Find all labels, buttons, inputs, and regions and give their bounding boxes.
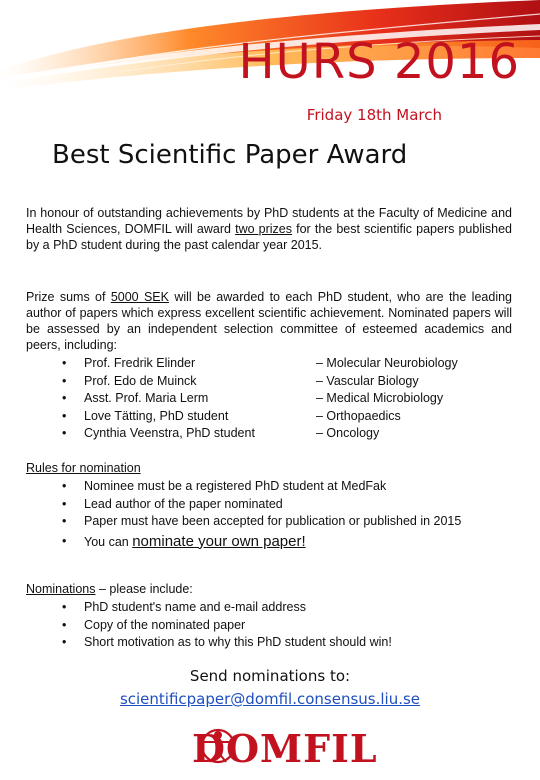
list-item: • Nominee must be a registered PhD student at MedFak [26, 478, 512, 496]
list-item: • Lead author of the paper nominated [26, 496, 512, 514]
committee-field: – Orthopaedics [316, 408, 401, 423]
list-item: • Copy of the nominated paper [26, 617, 512, 635]
nominations-heading [26, 582, 193, 596]
nominations-list [26, 599, 512, 652]
rules-label: Rules for nomination [26, 461, 141, 475]
list-item: • PhD student's name and e-mail address [26, 599, 512, 617]
list-item: • Short motivation as to why this PhD student should win! [26, 634, 512, 652]
own-paper-emphasis: nominate your own paper! [132, 532, 306, 550]
list-item [26, 373, 512, 391]
list-item [26, 533, 512, 552]
list-item: • Paper must have been accepted for publication or published in 2015 [26, 513, 512, 531]
committee-field: – Vascular Biology [316, 373, 419, 388]
nomination-email-link[interactable]: scientificpaper@domfil.consensus.liu.se [119, 690, 421, 708]
committee-name: Prof. Edo de Muinck [84, 373, 197, 388]
domfil-logo [182, 722, 378, 772]
list-item [26, 390, 512, 408]
nominations-label-suffix: – please include: [95, 582, 193, 596]
prize-text-end: will be awarded to each PhD student, who are the leading author of papers which express excellent scientific achievement. Nominated papers will be assessed by an independent selection committee of esteemed academics and peers, including: [26, 290, 512, 352]
committee-field: – Medical Microbiology [316, 391, 444, 405]
event-title: HURS 2016 [238, 34, 520, 90]
two-prizes-text: two prizes [235, 222, 293, 236]
prize-paragraph [26, 289, 512, 353]
list-item [26, 408, 512, 426]
prize-amount: 5000 SEK [110, 290, 169, 304]
committee-list [26, 355, 512, 443]
committee-name: Love Tätting, PhD student [84, 408, 229, 423]
intro-paragraph [26, 205, 512, 253]
prize-text: Prize sums of [26, 290, 111, 304]
send-nominations-label: Send nominations to: [189, 667, 351, 685]
nominations-label: Nominations [26, 582, 96, 596]
committee-name: Prof. Fredrik Elinder [84, 356, 196, 370]
logo-text: DOMFIL [192, 726, 378, 771]
rules-list [26, 478, 512, 551]
award-heading: Best Scientific Paper Award [52, 140, 408, 170]
own-paper-prefix: You can [84, 534, 133, 549]
committee-field: – Molecular Neurobiology [316, 356, 458, 370]
committee-name: Cynthia Veenstra, PhD student [84, 426, 255, 440]
committee-name: Asst. Prof. Maria Lerm [84, 391, 209, 405]
event-date: Friday 18th March [306, 106, 442, 124]
committee-field: – Oncology [316, 426, 380, 440]
list-item [26, 355, 512, 373]
list-item [26, 425, 512, 443]
intro-text: In honour of outstanding achievements by PhD students at the Faculty of Medicine and Health Sciences, DOMFIL will award [26, 206, 512, 236]
intro-text-end: for the best scientific papers published by a PhD student during the past calendar year 2015. [26, 222, 512, 252]
